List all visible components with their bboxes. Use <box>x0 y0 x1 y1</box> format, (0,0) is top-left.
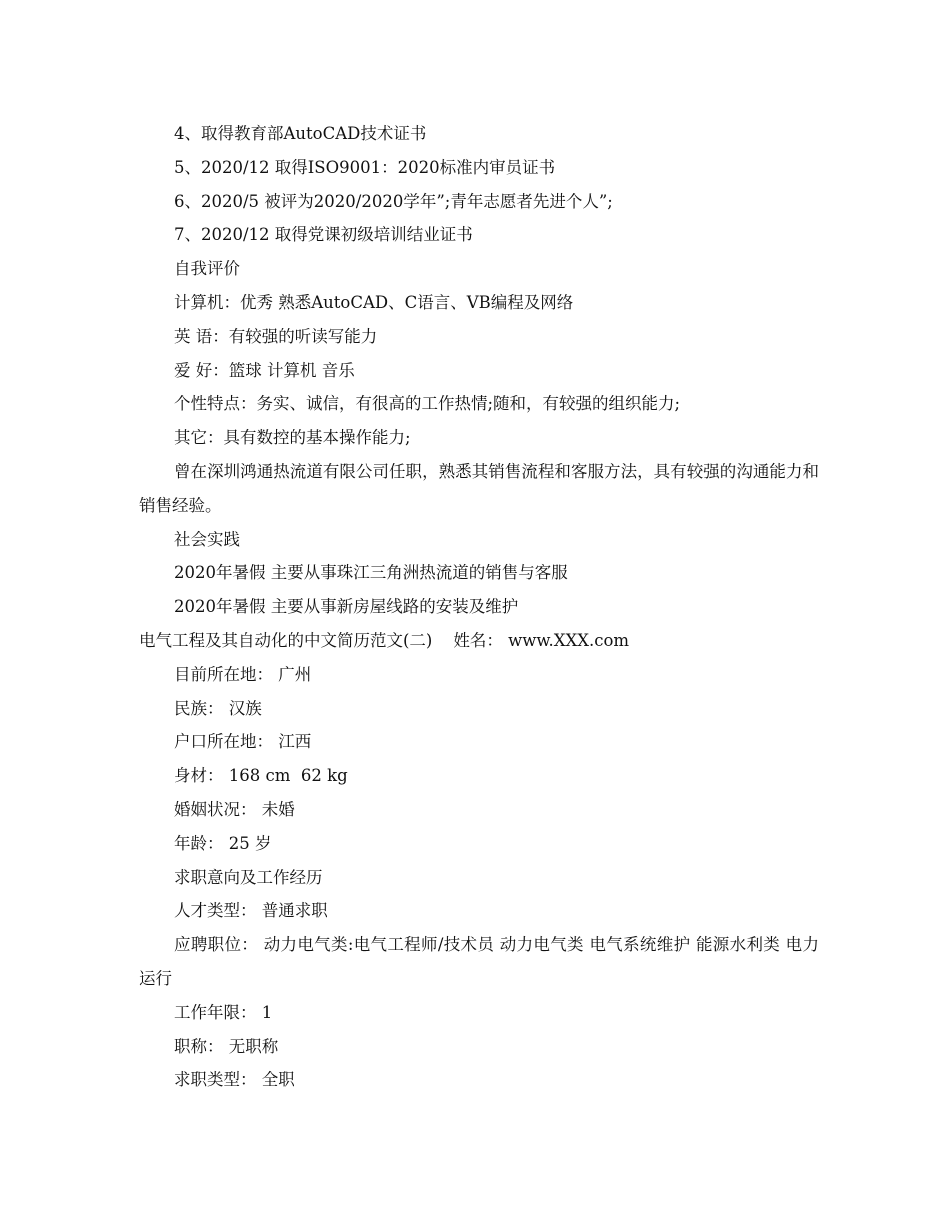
skill-computer: 计算机：优秀 熟悉AutoCAD、C语言、VB编程及网络 <box>174 292 574 312</box>
cert-item-4: 4、取得教育部AutoCAD技术证书 <box>174 124 427 143</box>
field-talent-type: 人才类型： 普通求职 <box>174 901 328 921</box>
field-work-years: 工作年限： 1 <box>174 1002 273 1022</box>
section-heading-self-evaluation: 自我评价 <box>174 259 240 279</box>
skill-english: 英 语：有较强的听读写能力 <box>174 326 378 346</box>
field-household-registration: 户口所在地： 江西 <box>174 732 312 752</box>
document-body <box>139 117 819 1097</box>
cert-item-6: 6、2020/5 被评为2020/2020学年”;青年志愿者先进个人”; <box>174 191 613 211</box>
cert-item-7: 7、2020/12 取得党课初级培训结业证书 <box>174 225 473 245</box>
section-heading-job-intention: 求职意向及工作经历 <box>174 867 323 887</box>
personality: 个性特点：务实、诚信，有很高的工作热情;随和，有较强的组织能力; <box>174 394 681 414</box>
field-current-location: 目前所在地： 广州 <box>174 664 312 684</box>
field-marital-status: 婚姻状况： 未婚 <box>174 799 295 819</box>
work-experience-paragraph: 曾在深圳鸿通热流道有限公司任职，熟悉其销售流程和客服方法，具有较强的沟通能力和销售经验。 <box>139 461 819 515</box>
field-title: 职称： 无职称 <box>174 1036 279 1056</box>
field-applied-position: 应聘职位： 动力电气类:电气工程师/技术员 动力电气类 电气系统维护 能源水利类 电力运行 <box>139 935 819 988</box>
field-age: 年龄： 25 岁 <box>174 833 272 853</box>
field-job-type: 求职类型： 全职 <box>174 1070 295 1090</box>
practice-item-1: 2020年暑假 主要从事珠江三角洲热流道的销售与客服 <box>174 563 568 583</box>
field-body: 身材： 168 cm 62 kg <box>174 766 348 786</box>
practice-item-2: 2020年暑假 主要从事新房屋线路的安装及维护 <box>174 597 519 617</box>
other-skills: 其它：具有数控的基本操作能力; <box>174 428 411 448</box>
cert-item-5: 5、2020/12 取得ISO9001：2020标准内审员证书 <box>174 157 556 177</box>
section-heading-social-practice: 社会实践 <box>174 529 240 549</box>
resume-title-2: 电气工程及其自动化的中文简历范文(二) 姓名： www.XXX.com <box>139 630 630 650</box>
hobbies: 爱 好：篮球 计算机 音乐 <box>174 360 355 380</box>
field-ethnicity: 民族： 汉族 <box>174 698 262 718</box>
